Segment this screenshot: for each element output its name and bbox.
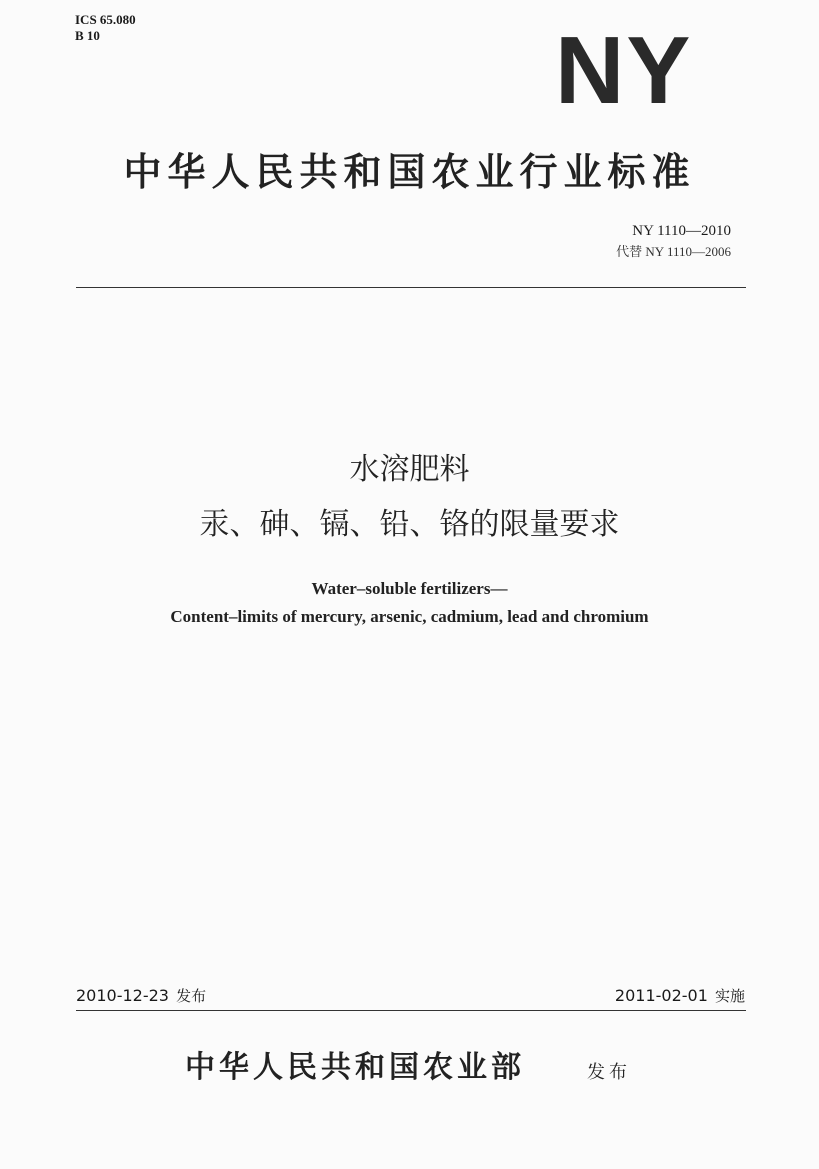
issue-date-block	[76, 986, 206, 1006]
effective-date: 2011-02-01	[614, 986, 708, 1005]
ny-logo: NY	[555, 17, 693, 124]
top-divider	[76, 287, 746, 288]
issue-date: 2010-12-23	[76, 986, 169, 1005]
title-cn-line2: 汞、砷、镉、铅、铬的限量要求	[199, 507, 620, 542]
ics-code: ICS 65.080	[75, 12, 136, 27]
title-en-line2: Content–limits of mercury, arsenic, cadmium, lead and chromium	[170, 607, 649, 626]
publisher-name: 中华人民共和国农业部	[185, 1050, 525, 1085]
replaces-note: 代替 NY 1110—2006	[616, 244, 731, 259]
bottom-divider	[76, 1010, 746, 1011]
ccs-code: B 10	[75, 28, 100, 43]
classification-codes	[75, 12, 136, 44]
issue-label: 发布	[176, 987, 207, 1005]
standard-type-heading: 中华人民共和国农业行业标准	[123, 150, 696, 194]
publish-action: 发布	[587, 1062, 631, 1083]
effective-label: 实施	[714, 987, 745, 1005]
title-en-line1: Water–soluble fertilizers—	[311, 579, 508, 598]
standard-number: NY 1110—2010	[632, 223, 731, 239]
effective-date-block	[615, 986, 745, 1006]
title-cn-line1: 水溶肥料	[349, 452, 470, 487]
